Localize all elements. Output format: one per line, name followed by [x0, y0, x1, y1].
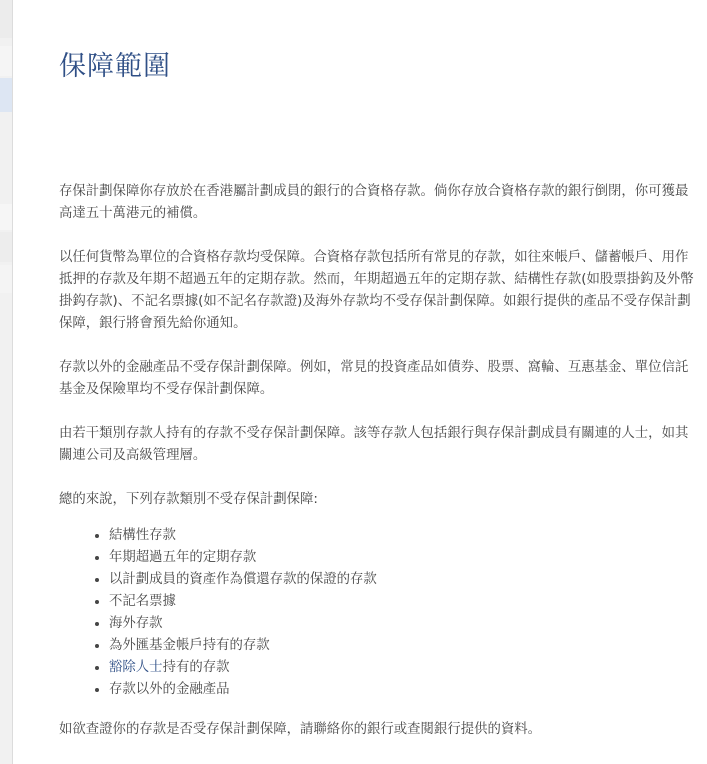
- list-item-suffix: 持有的存款: [162, 660, 230, 675]
- sidebar-edge-item[interactable]: [0, 265, 12, 293]
- paragraph-eligible-deposits: 以任何貨幣為單位的合資格存款均受保障。合資格存款包括所有常見的存款，如往來帳戶、儲蓄帳戶、用作抵押的存款及年期不超過五年的定期存款。然而，年期超過五年的定期存款、結構性存款(如股票掛鈎及外幣掛鈎存款)、不記名票據(如不記名存款證)及海外存款均不受存保計劃保障。如銀行提供的產品不受存保計劃保障，銀行將會預先給你通知。: [59, 250, 694, 331]
- list-item: • 年期超過五年的定期存款: [109, 547, 695, 569]
- list-item: [109, 657, 695, 679]
- sidebar-edge-item[interactable]: [0, 232, 12, 262]
- paragraph-closing: 如欲查證你的存款是否受存保計劃保障，請聯絡你的銀行或查閱銀行提供的資料。: [59, 722, 542, 737]
- sidebar-edge-item[interactable]: [0, 204, 12, 230]
- list-item: • 存款以外的金融產品: [109, 679, 695, 701]
- list-item: • 不記名票據: [109, 591, 695, 613]
- paragraph-summary-intro: 總的來說，下列存款類別不受存保計劃保障:: [59, 492, 318, 507]
- excluded-persons-link[interactable]: 豁除人士: [109, 660, 163, 675]
- article-body: [59, 181, 695, 763]
- page-header: [59, 44, 695, 90]
- list-item: • 以計劃成員的資產作為償還存款的保證的存款: [109, 569, 695, 591]
- sidebar-edge-item[interactable]: [0, 46, 12, 76]
- excluded-deposits-list: [59, 525, 695, 701]
- list-item: • 為外匯基金帳戶持有的存款: [109, 635, 695, 657]
- paragraph-coverage: 存保計劃保障你存放於在香港屬計劃成員的銀行的合資格存款。倘你存放合資格存款的銀行倒閉，你可獲最高達五十萬港元的補償。: [59, 184, 689, 221]
- list-item: • 結構性存款: [109, 525, 695, 547]
- paragraph-excluded-persons: 由若干類別存款人持有的存款不受存保計劃保障。該等存款人包括銀行與存保計劃成員有關連的人士，如其關連公司及高級管理層。: [59, 426, 689, 463]
- sidebar-edge-item-active[interactable]: [0, 78, 12, 112]
- paragraph-non-deposit-products: 存款以外的金融產品不受存保計劃保障。例如，常見的投資產品如債券、股票、窩輪、互惠基金、單位信託基金及保險單均不受存保計劃保障。: [59, 360, 689, 397]
- list-item: • 海外存款: [109, 613, 695, 635]
- page-title: 保障範圍: [59, 51, 171, 82]
- left-sidebar-edge: [0, 0, 13, 764]
- sidebar-edge-item[interactable]: [0, 0, 12, 38]
